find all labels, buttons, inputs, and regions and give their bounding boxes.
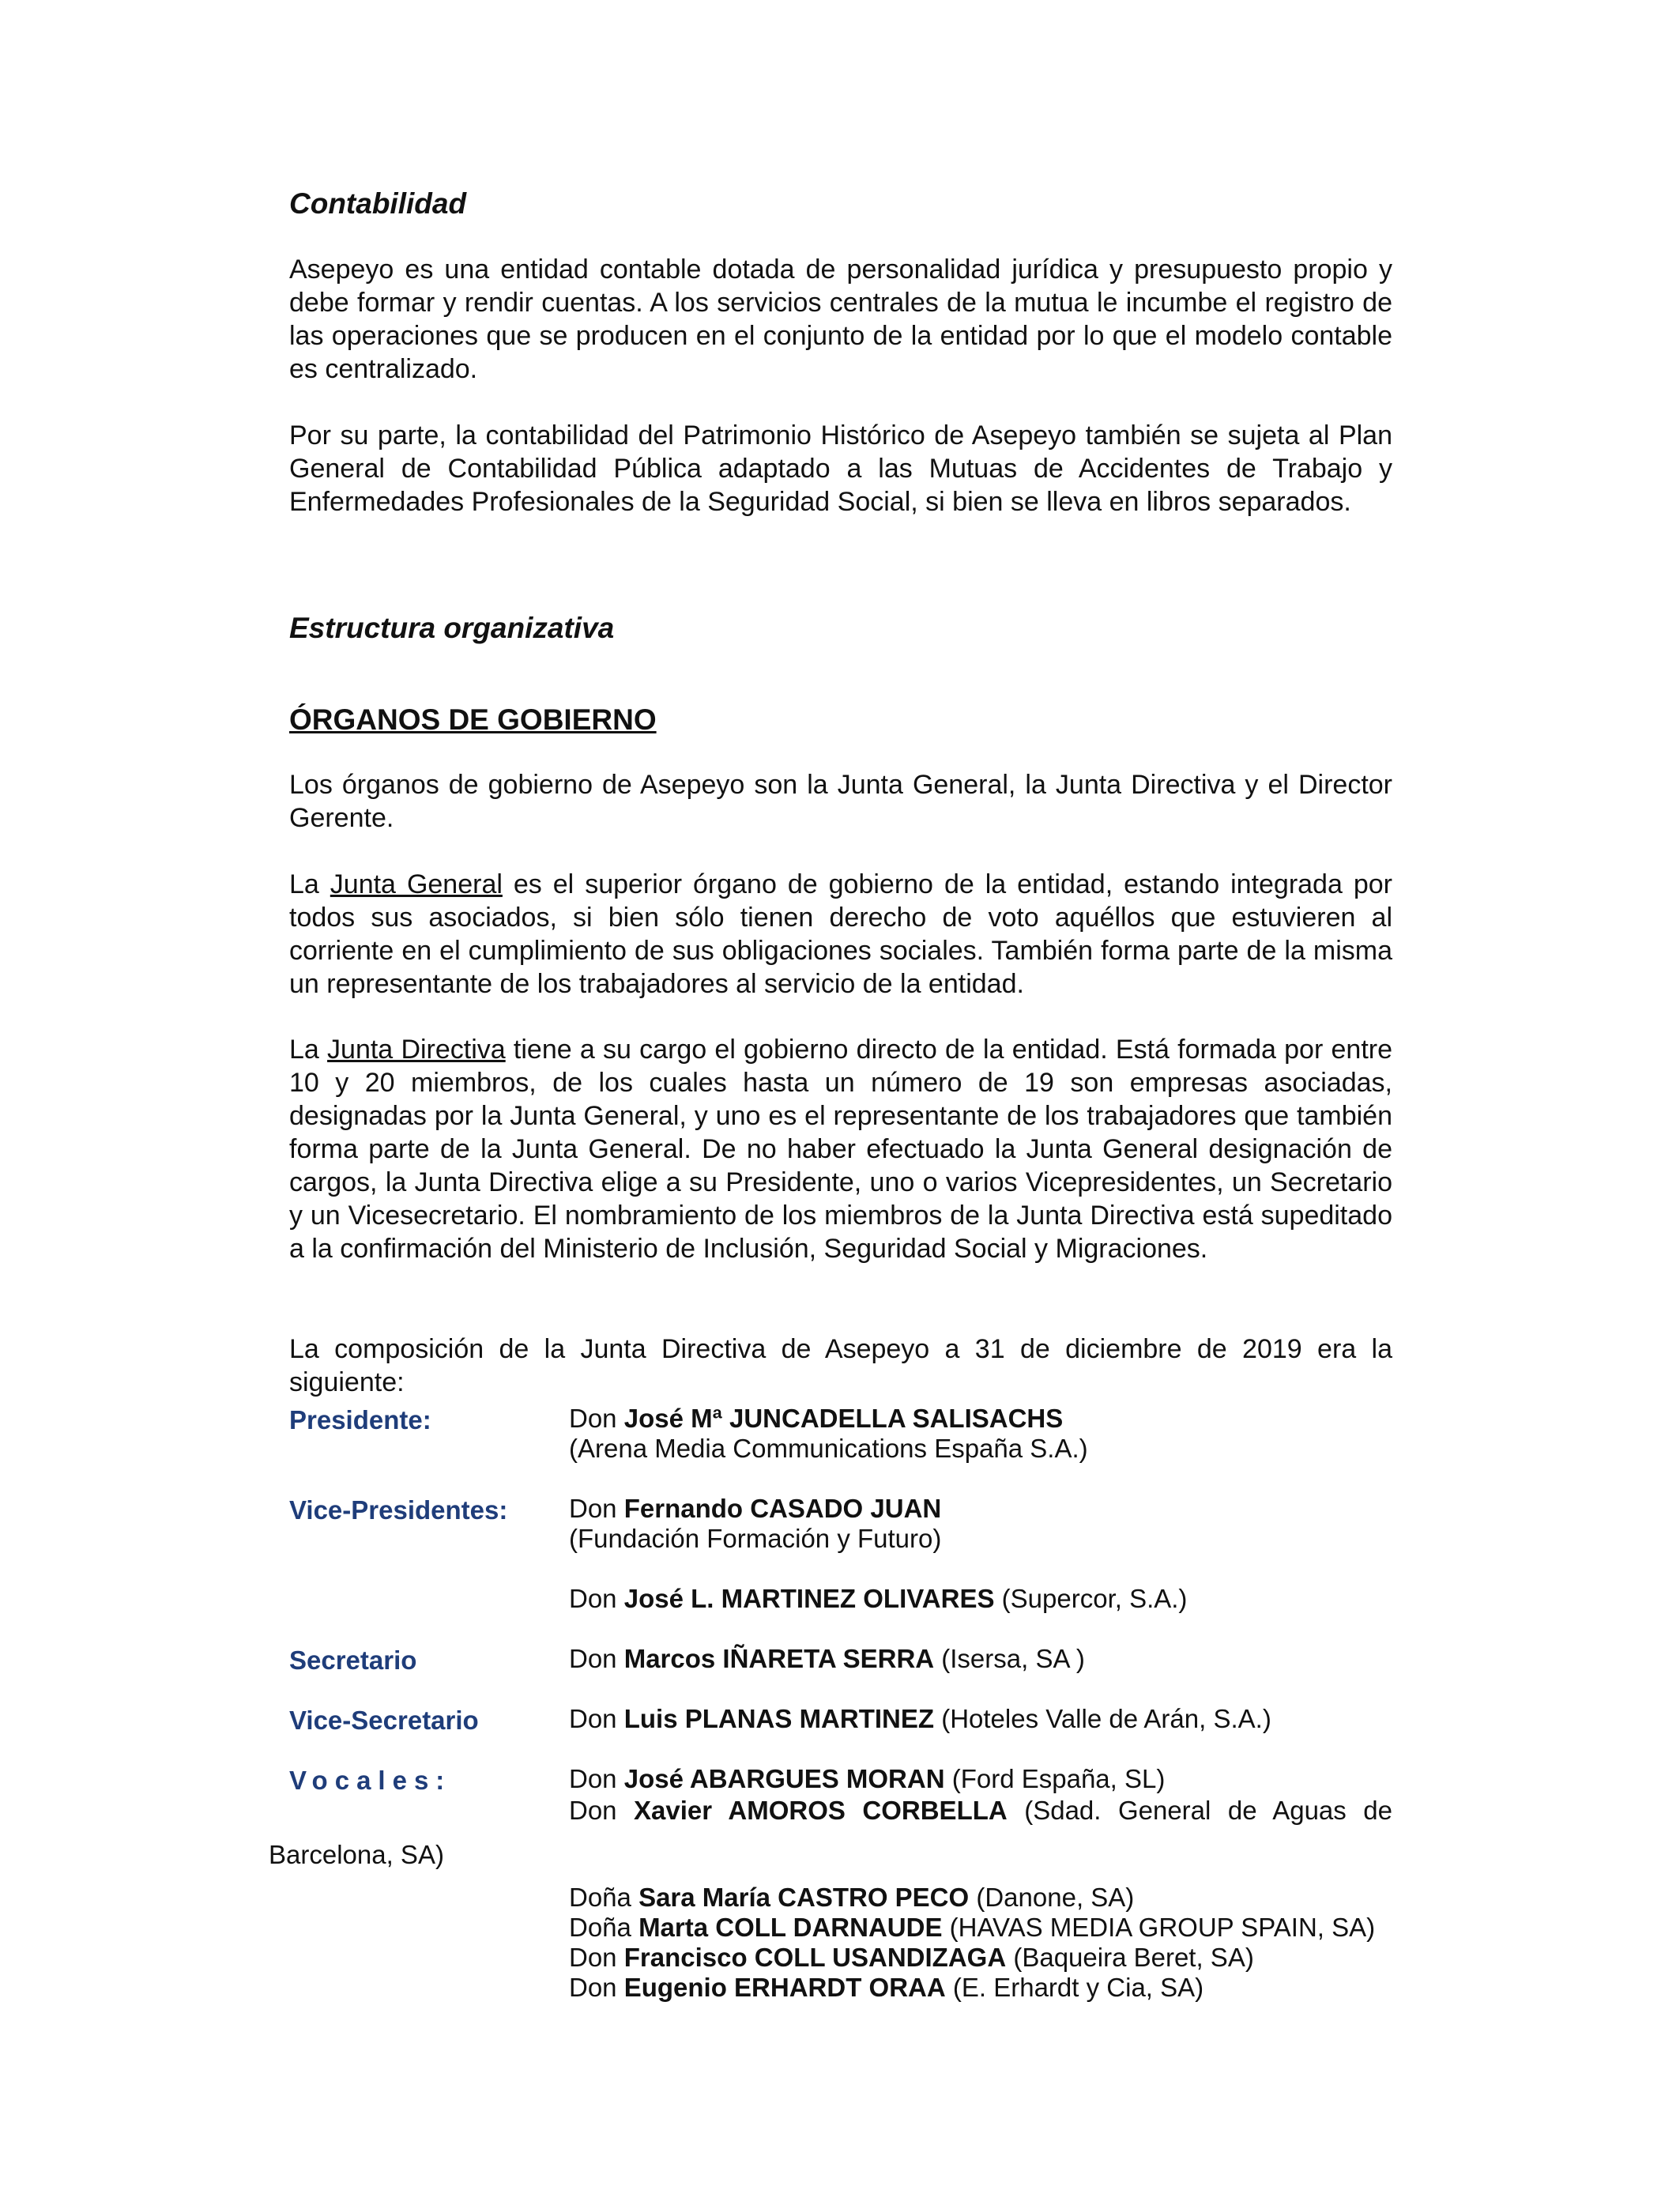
member-vicesecretario xyxy=(569,1704,1271,1734)
role-label-vicepresidentes: Vice-Presidentes: xyxy=(289,1495,508,1525)
junta-general-term: Junta General xyxy=(330,869,503,899)
junta-directiva-term: Junta Directiva xyxy=(327,1035,506,1065)
member-org: (Baqueira Beret, SA) xyxy=(1006,1943,1254,1972)
member-vocal-6 xyxy=(569,1973,1203,2003)
member-vocal-4 xyxy=(569,1913,1375,1943)
member-name: José ABARGUES MORAN xyxy=(623,1764,945,1793)
member-name: Xavier AMOROS CORBELLA xyxy=(634,1796,1008,1825)
member-title: Don xyxy=(569,1704,624,1733)
member-title: Don xyxy=(569,1973,624,2002)
member-name: Francisco COLL USANDIZAGA xyxy=(623,1943,1007,1972)
member-title: Don xyxy=(569,1943,624,1972)
member-org: (E. Erhardt y Cia, SA) xyxy=(945,1973,1204,2002)
member-org: (HAVAS MEDIA GROUP SPAIN, SA) xyxy=(942,1913,1376,1942)
role-label-vocales: Vocales: xyxy=(289,1766,452,1795)
member-vocal-1 xyxy=(569,1764,1165,1794)
junta-directiva-pre: La xyxy=(289,1035,328,1065)
paragraph-organos-intro: Los órganos de gobierno de Asepeyo son la Junta General, la Junta Directiva y el Director Gerente. xyxy=(289,770,1392,833)
role-label-presidente: Presidente: xyxy=(289,1405,431,1434)
member-org: (Ford España, SL) xyxy=(944,1764,1166,1793)
section-title-estructura: Estructura organizativa xyxy=(289,612,615,644)
section-title-organos: ÓRGANOS DE GOBIERNO xyxy=(289,703,657,736)
member-vice-1 xyxy=(569,1494,941,1524)
member-title: Don xyxy=(569,1796,635,1825)
member-title: Doña xyxy=(569,1913,639,1942)
member-title: Don xyxy=(569,1404,624,1433)
member-presidente-org: (Arena Media Communications España S.A.) xyxy=(569,1434,1088,1463)
member-name: Fernando CASADO JUAN xyxy=(623,1494,942,1523)
member-org: (Hoteles Valle de Arán, S.A.) xyxy=(934,1704,1271,1733)
member-vice-1-org: (Fundación Formación y Futuro) xyxy=(569,1524,942,1553)
junta-directiva-text: tiene a su cargo el gobierno directo de la entidad. Está formada por entre 10 y 20 miembros, de los cuales hasta un número de 19 son empresas asociadas, designadas por la Junta General, y uno es el representante de los trabajadores que también forma parte de la Junta General. De no haber efectuado la Junta General designación de cargos, la Junta Directiva elige a su Presidente, uno o varios Vicepresidentes, un Secretario y un Vicesecretario. El nombramiento de los miembros de la Junta Directiva está supeditado a la confirmación del Ministerio de Inclusión, Seguridad Social y Migraciones. xyxy=(289,1035,1392,1264)
member-name: Eugenio ERHARDT ORAA xyxy=(623,1973,946,2002)
member-name: Luis PLANAS MARTINEZ xyxy=(623,1704,935,1733)
member-name: Marta COLL DARNAUDE xyxy=(638,1913,943,1942)
member-vocal-3 xyxy=(569,1883,1134,1913)
member-title: Don xyxy=(569,1494,624,1523)
member-name: José L. MARTINEZ OLIVARES xyxy=(623,1584,995,1613)
paragraph-junta-general xyxy=(289,868,1392,1001)
member-vocal-5 xyxy=(569,1943,1254,1973)
member-org: (Sdad. General de Aguas de xyxy=(1007,1796,1392,1825)
section-title-contabilidad: Contabilidad xyxy=(289,187,467,220)
member-name: Sara María CASTRO PECO xyxy=(638,1883,970,1912)
member-presidente xyxy=(569,1404,1063,1434)
member-title: Doña xyxy=(569,1883,639,1912)
member-org: (Isersa, SA ) xyxy=(934,1644,1085,1673)
member-name: Marcos IÑARETA SERRA xyxy=(623,1644,935,1673)
member-name: José Mª JUNCADELLA SALISACHS xyxy=(623,1404,1064,1433)
role-label-vicesecretario: Vice-Secretario xyxy=(289,1706,479,1735)
member-title: Don xyxy=(569,1584,624,1613)
member-title: Don xyxy=(569,1644,624,1673)
member-vocal-2-org-cont: Barcelona, SA) xyxy=(269,1840,444,1869)
junta-general-text: es el superior órgano de gobierno de la entidad, estando integrada por todos sus asociados, si bien sólo tienen derecho de voto aquéllos que estuvieren al corriente en el cumplimiento de sus obligaciones sociales. También forma parte de la misma un representante de los trabajadores al servicio de la entidad. xyxy=(289,869,1392,999)
member-org: (Danone, SA) xyxy=(969,1883,1135,1912)
member-secretario xyxy=(569,1644,1085,1674)
member-org: (Supercor, S.A.) xyxy=(994,1584,1188,1613)
paragraph-junta-directiva xyxy=(289,1033,1392,1265)
paragraph-composicion: La composición de la Junta Directiva de Asepeyo a 31 de diciembre de 2019 era la siguiente: xyxy=(289,1334,1392,1397)
junta-general-pre: La xyxy=(289,869,330,899)
member-title: Don xyxy=(569,1764,624,1793)
member-vice-2 xyxy=(569,1584,1187,1614)
member-vocal-2 xyxy=(569,1794,1392,1827)
paragraph-contabilidad-1: Asepeyo es una entidad contable dotada de personalidad jurídica y presupuesto propio y debe formar y rendir cuentas. A los servicios centrales de la mutua le incumbe el registro de las operaciones que se producen en el conjunto de la entidad por lo que el modelo contable es centralizado. xyxy=(289,254,1392,384)
paragraph-contabilidad-2: Por su parte, la contabilidad del Patrimonio Histórico de Asepeyo también se sujeta al Plan General de Contabilidad Pública adaptado a las Mutuas de Accidentes de Trabajo y Enfermedades Profesionales de la Seguridad Social, si bien se lleva en libros separados. xyxy=(289,420,1392,517)
role-label-secretario: Secretario xyxy=(289,1646,417,1675)
